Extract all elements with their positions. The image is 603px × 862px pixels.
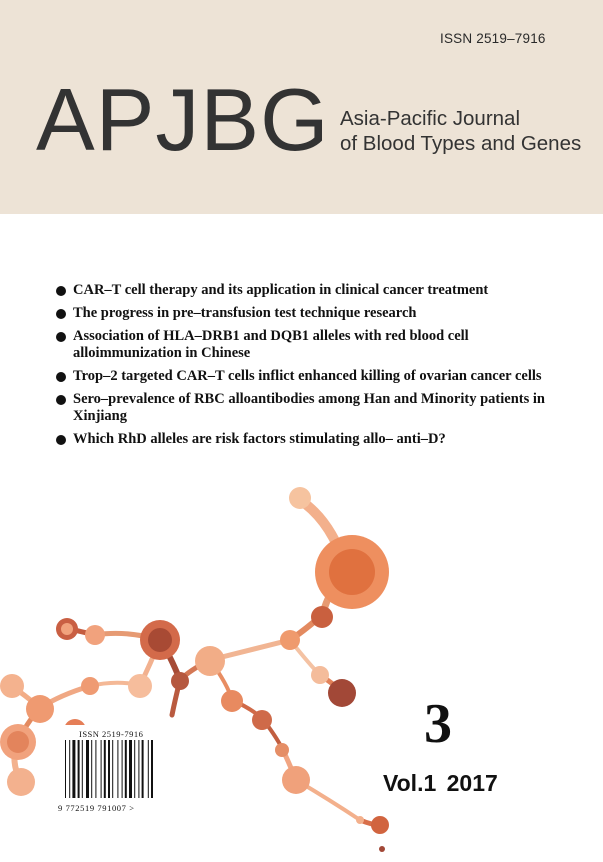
journal-name-line-2: of Blood Types and Genes bbox=[340, 132, 582, 155]
barcode-issn-label: ISSN 2519-7916 bbox=[79, 729, 144, 739]
barcode-digits: 9 772519 791007 > bbox=[58, 803, 135, 813]
volume-year: Vol.1 2017 bbox=[383, 770, 498, 796]
issn-label: ISSN 2519–7916 bbox=[440, 31, 546, 46]
article-list bbox=[56, 282, 556, 454]
barcode-image bbox=[63, 740, 171, 802]
article-item: Association of HLA–DRB1 and DQB1 alleles with red blood cell alloimmunization in Chinese bbox=[56, 328, 556, 362]
journal-acronym: APJBG bbox=[36, 70, 330, 169]
journal-name bbox=[340, 106, 581, 156]
article-item: Which RhD alleles are risk factors stimulating allo– anti–D? bbox=[56, 431, 556, 448]
article-item: CAR–T cell therapy and its application in clinical cancer treatment bbox=[56, 282, 556, 299]
journal-name-line-1: Asia-Pacific Journal bbox=[340, 107, 521, 130]
issue-number: 3 bbox=[424, 693, 452, 755]
article-item: The progress in pre–transfusion test technique research bbox=[56, 305, 556, 322]
article-item: Sero–prevalence of RBC alloantibodies among Han and Minority patients in Xinjiang bbox=[56, 391, 556, 425]
article-item: Trop–2 targeted CAR–T cells inflict enhanced killing of ovarian cancer cells bbox=[56, 368, 556, 385]
